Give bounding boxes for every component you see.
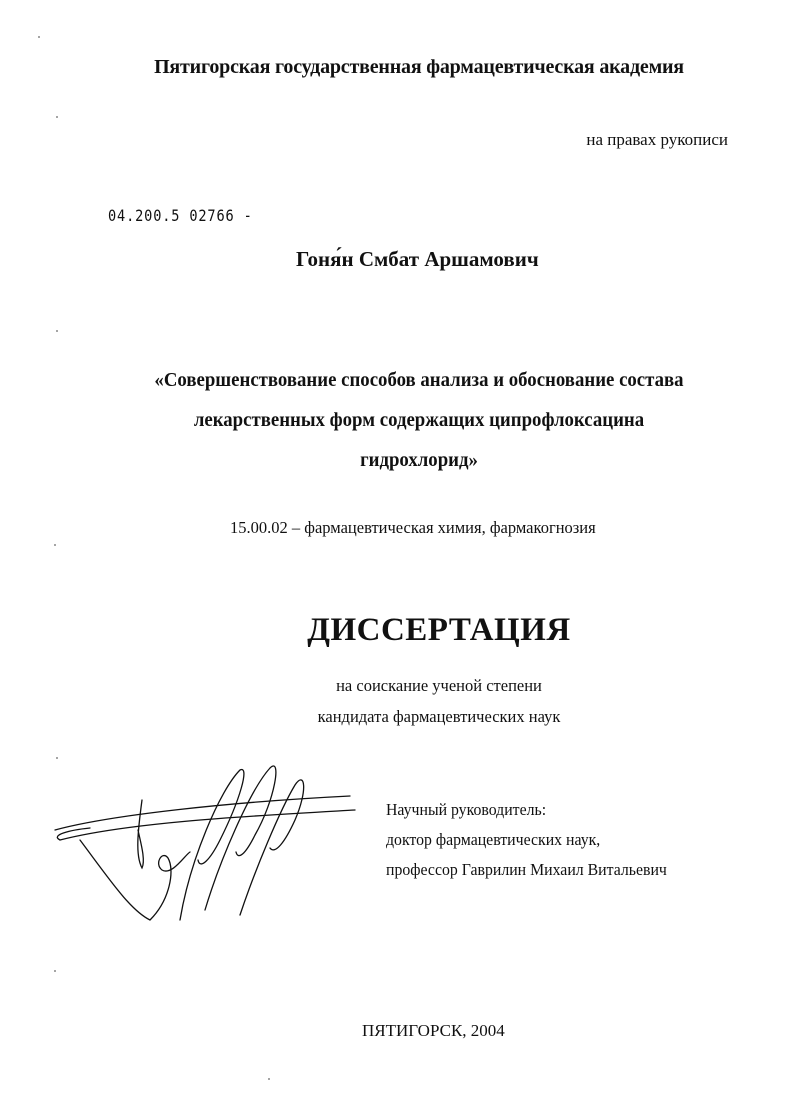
title-line: «Совершенствование способов анализа и обоснование состава xyxy=(154,369,684,391)
supervisor-degree: доктор фармацевтических наук, xyxy=(386,830,601,849)
supervisor-label: Научный руководитель: xyxy=(386,800,547,819)
author-name: Гоня́н Смбат Аршамович xyxy=(296,247,539,271)
title-line: гидрохлорид» xyxy=(360,449,478,471)
scan-artifact xyxy=(56,116,58,118)
rights-note: на правах рукописи xyxy=(586,130,728,149)
scan-artifact xyxy=(54,970,56,972)
supervisor-name: профессор Гаврилин Михаил Витальевич xyxy=(386,860,667,879)
institution-name: Пятигорская государственная фармацевтическая академия xyxy=(154,56,684,78)
degree-line: на соискание ученой степени xyxy=(336,676,542,695)
signature-icon xyxy=(50,760,360,935)
scientific-supervisor xyxy=(386,795,667,885)
scan-artifact xyxy=(54,544,56,546)
scan-artifact xyxy=(56,757,58,759)
scan-artifact xyxy=(38,36,40,38)
title-line: лекарственных форм содержащих ципрофлоксацина xyxy=(193,409,645,431)
specialty-code: 15.00.02 – фармацевтическая химия, фармакогнозия xyxy=(230,518,596,537)
city-year: ПЯТИГОРСК, 2004 xyxy=(362,1021,505,1040)
degree-description xyxy=(0,670,792,732)
dissertation-title xyxy=(25,360,792,480)
registry-stamp: 04.200.5 02766 - xyxy=(108,206,253,225)
document-type-heading: ДИССЕРТАЦИЯ xyxy=(307,612,571,648)
scan-artifact xyxy=(268,1078,270,1080)
degree-line: кандидата фармацевтических наук xyxy=(317,707,561,726)
scan-artifact xyxy=(56,330,58,332)
